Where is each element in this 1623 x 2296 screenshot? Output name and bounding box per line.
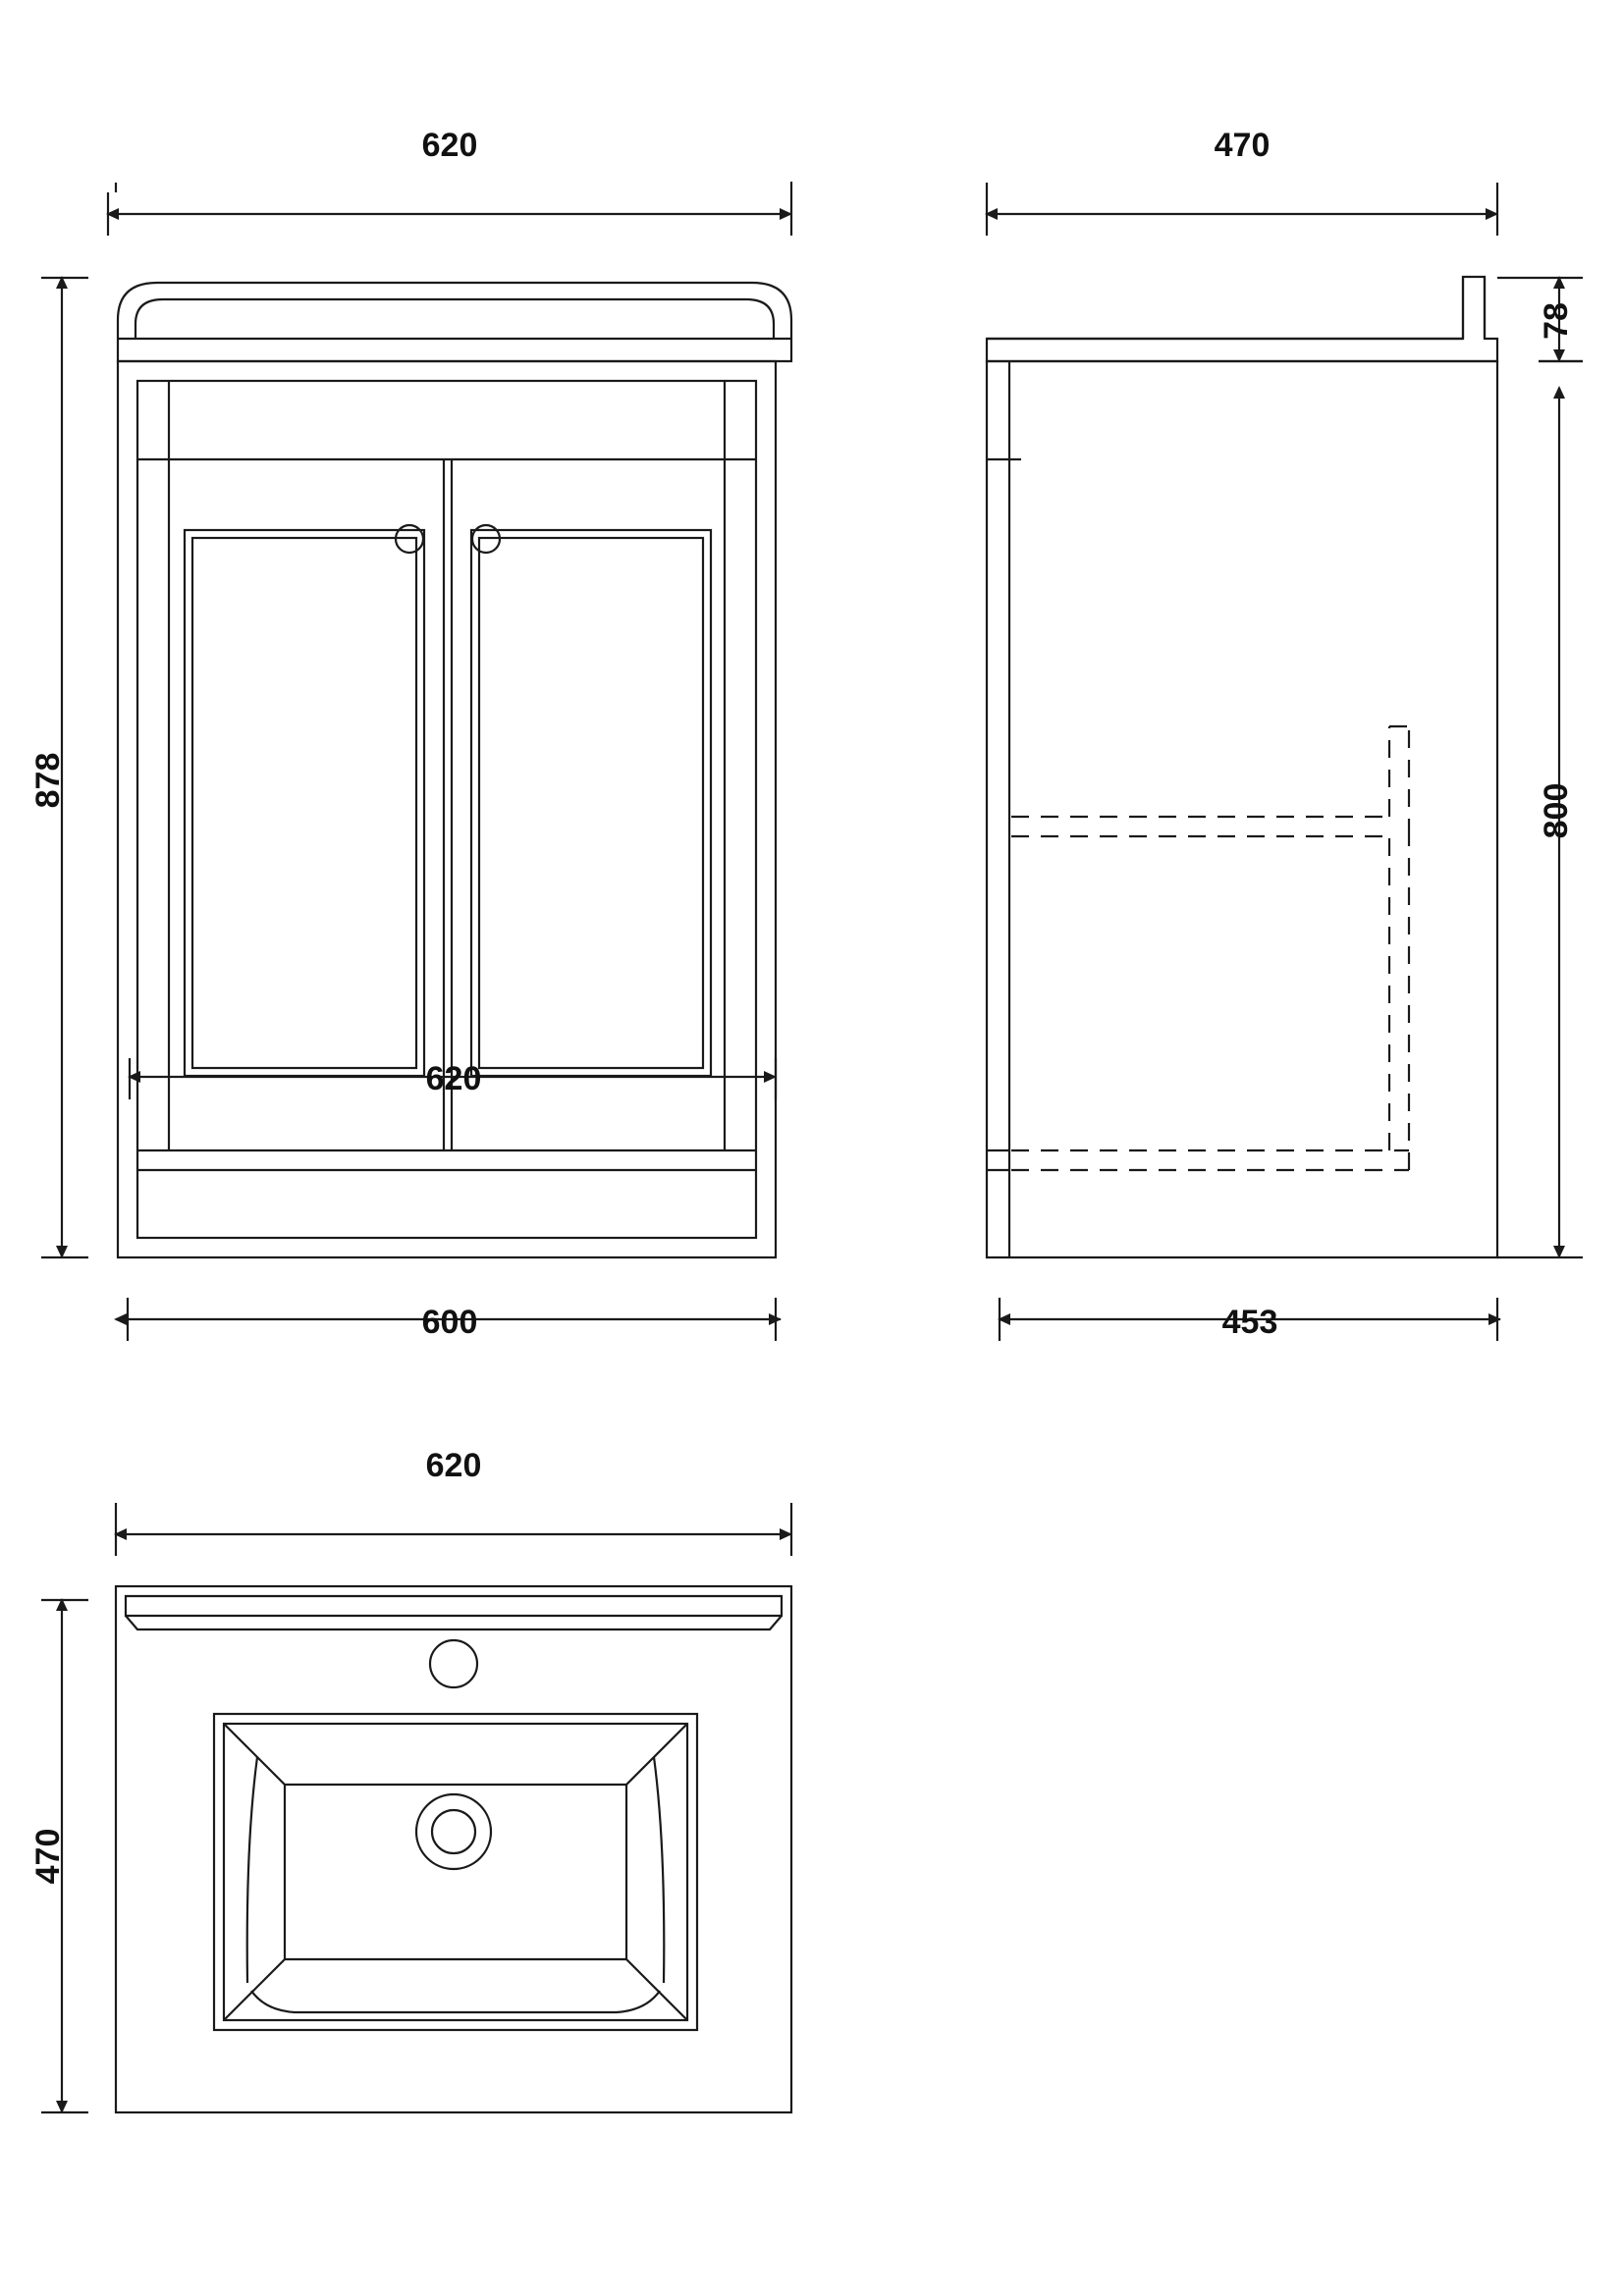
dim-side-top-depth: [987, 192, 1497, 236]
plan-view: [41, 1503, 791, 2112]
front-elevation-view: [41, 182, 791, 1341]
dim-label-side-top-depth: 470: [1214, 127, 1271, 164]
hidden-internal-shelf: [1011, 726, 1409, 1170]
dim-label-front-inner-width: 620: [425, 1060, 482, 1097]
dim-label-front-base-width: 600: [421, 1304, 478, 1341]
dim-label-front-height: 878: [29, 752, 67, 809]
dim-label-plan-depth: 470: [29, 1828, 67, 1885]
dim-plan-width: [116, 1513, 791, 1556]
waste-outlet-icon: [416, 1794, 491, 1869]
dim-label-front-top-width: 620: [421, 127, 478, 164]
dim-label-side-cabinet-height: 800: [1538, 782, 1575, 839]
waste-outlet-inner-icon: [432, 1810, 475, 1853]
dim-label-side-basin-height: 78: [1538, 302, 1575, 340]
side-elevation-view: [987, 183, 1583, 1341]
dim-front-top-width: [108, 192, 791, 236]
dim-label-plan-width: 620: [425, 1447, 482, 1484]
dim-label-side-base-depth: 453: [1221, 1304, 1278, 1341]
tap-hole-icon: [430, 1640, 477, 1687]
